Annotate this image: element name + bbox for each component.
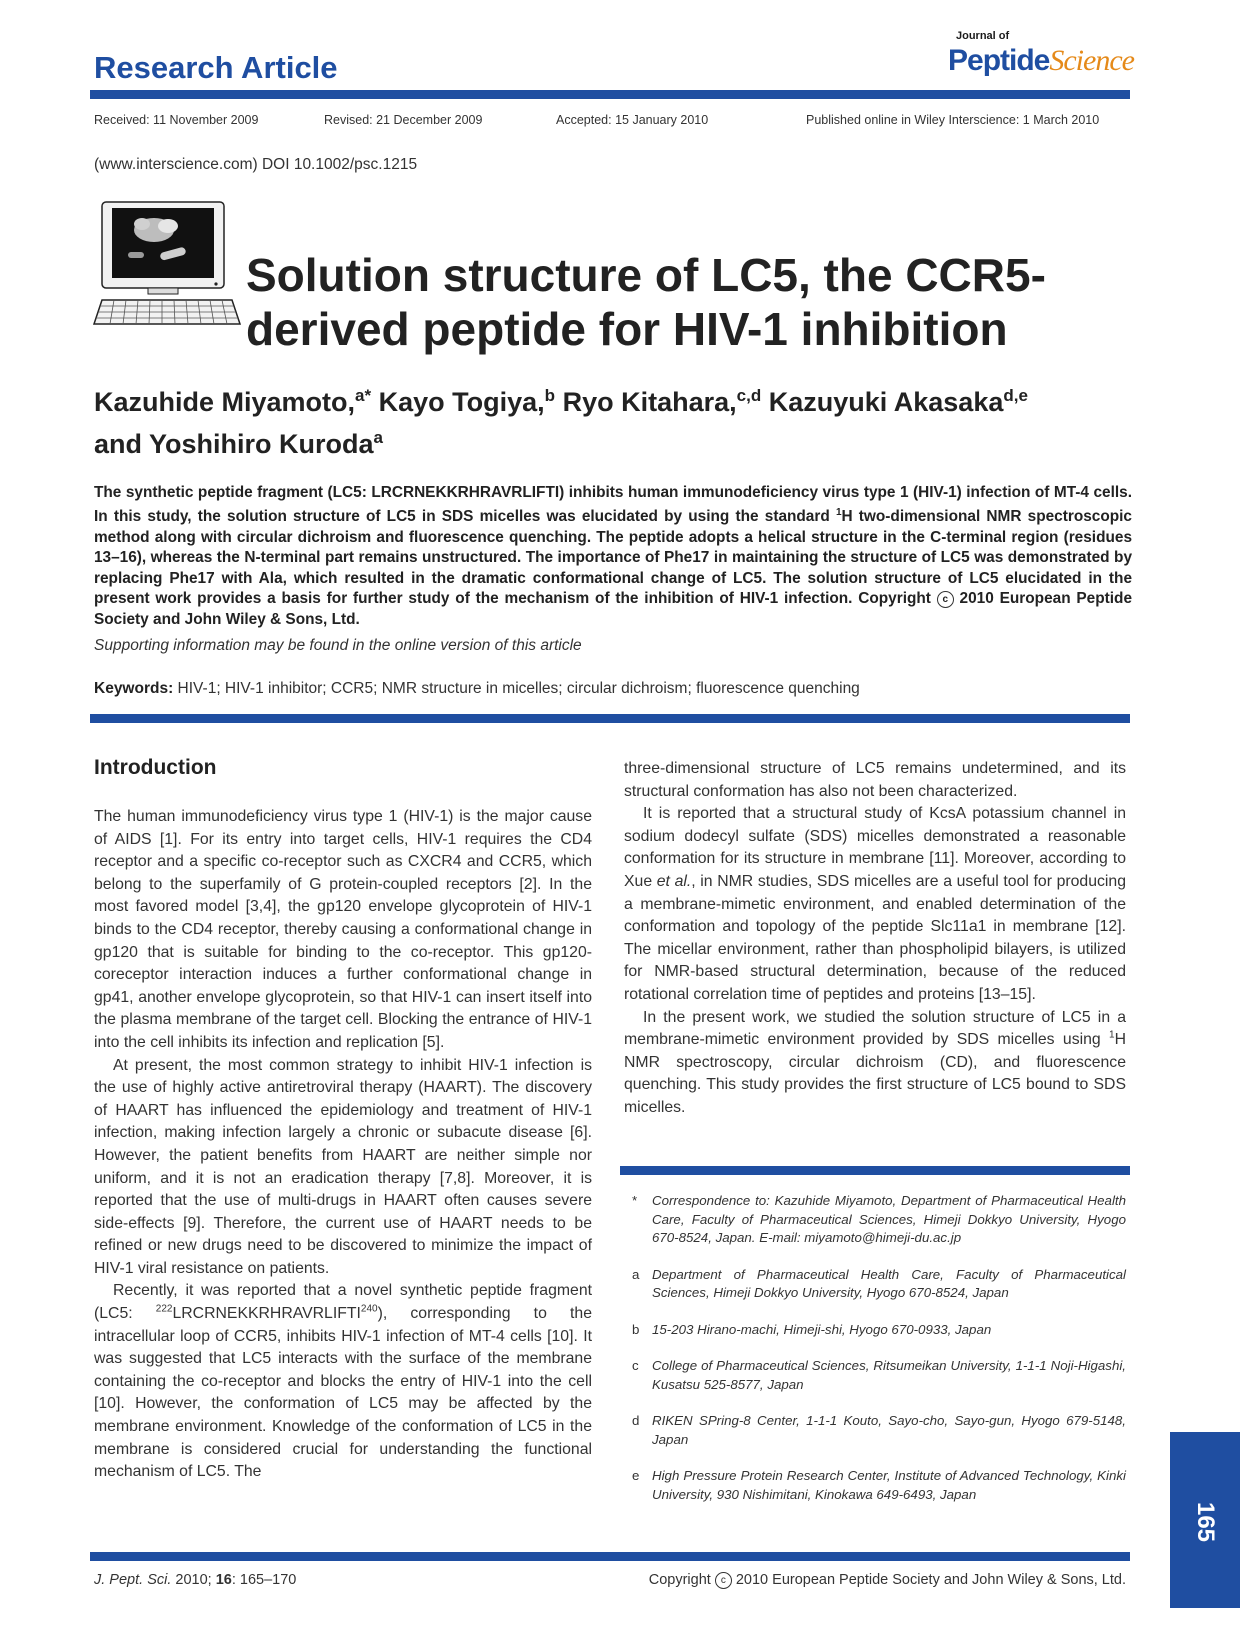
footnote-affiliation: a Department of Pharmaceutical Health Care, Faculty of Pharmaceutical Sciences, Himeji Dokkyo University, Hyogo 670-8524, Japan bbox=[632, 1266, 1126, 1300]
keywords-label: Keywords: bbox=[94, 680, 174, 697]
footnote-affiliation: e High Pressure Protein Research Center, Institute of Advanced Technology, Kinki University, 930 Nishimitani, Kinokawa 649-6493, Japan bbox=[632, 1468, 1126, 1502]
author-affiliation: d,e bbox=[1003, 386, 1028, 405]
keywords-list: HIV-1; HIV-1 inhibitor; CCR5; NMR structure in micelles; circular dichroism; fluorescence quenching bbox=[173, 680, 860, 697]
section-heading: Introduction bbox=[94, 756, 217, 779]
section-label: Research Article bbox=[94, 50, 338, 85]
copyright-symbol-icon: c bbox=[715, 1572, 732, 1589]
footnote-correspondence: * Correspondence to: Kazuhide Miyamoto, Department of Pharmaceutical Health Care, Faculty of Pharmaceutical Sciences, Himeji Dokkyo University, Hyogo 670-8524, Japan. E-mail: miyamoto@himeji-du.ac.jp bbox=[632, 1193, 1126, 1245]
footer-rule bbox=[90, 1552, 1130, 1561]
author-affiliation: a bbox=[373, 428, 383, 447]
journal-logo bbox=[948, 28, 1138, 84]
page-number: 165 bbox=[1192, 1501, 1219, 1543]
published-date: Published online in Wiley Interscience: 1 March 2010 bbox=[806, 113, 1100, 127]
supporting-info-note: Supporting information may be found in the online version of this article bbox=[94, 637, 582, 654]
paragraph: Recently, it was reported that a novel synthetic peptide fragment (LC5: $^{222}$LRCRNEKKRHRAVRLIFTI$^{240}$), corresponding to the intracellular loop of CCR5, inhibits HIV-1 infection of MT-4 cells [10]. It was suggested that LC5 interacts with the surface of the membrane containing the co-receptor and blocks the entry of HIV-1 into the cell [10]. However, the conformation of LC5 may be affected by the membrane environment. Knowledge of the conformation of LC5 in the membrane is considered crucial for understanding the functional mechanism of LC5. The bbox=[94, 1282, 592, 1481]
journal-logo-prefix: Journal of bbox=[956, 30, 1010, 42]
doi-line: (www.interscience.com) DOI 10.1002/psc.1215 bbox=[94, 156, 418, 173]
journal-logo-name-2: Science bbox=[1049, 44, 1134, 77]
author-list bbox=[94, 378, 1144, 462]
header-rule bbox=[90, 90, 1130, 99]
copyright-line: Copyright c 2010 European Peptide Society and John Wiley & Sons, Ltd. bbox=[648, 1572, 1126, 1588]
author-name: Kazuyuki Akasaka bbox=[768, 387, 1004, 417]
footnote-affiliation: d RIKEN SPring-8 Center, 1-1-1 Kouto, Sayo-cho, Sayo-gun, Hyogo 679-5148, Japan bbox=[632, 1413, 1126, 1447]
body-column-left bbox=[94, 806, 592, 1484]
author-name: Ryo Kitahara, bbox=[562, 387, 737, 417]
abstract-rule bbox=[90, 714, 1130, 723]
author-name: Kayo Togiya, bbox=[378, 387, 545, 417]
footnote-affiliation: b 15-203 Hirano-machi, Himeji-shi, Hyogo 670-0933, Japan bbox=[632, 1321, 992, 1337]
article-title: Solution structure of LC5, the CCR5-derived peptide for HIV-1 inhibition bbox=[246, 249, 1046, 355]
footnote-affiliation: c College of Pharmaceutical Sciences, Ritsumeikan University, 1-1-1 Noji-Higashi, Kusatsu 525-8577, Japan bbox=[632, 1358, 1126, 1392]
author-affiliation: a* bbox=[355, 386, 372, 405]
author-affiliation: c,d bbox=[736, 386, 762, 405]
page-number-tab bbox=[1170, 1432, 1240, 1608]
accepted-date: Accepted: 15 January 2010 bbox=[556, 113, 709, 127]
journal-logo-name-1: Peptide bbox=[948, 44, 1050, 77]
citation-line: J. Pept. Sci. 2010; 16: 165–170 bbox=[94, 1572, 297, 1588]
paragraph: The human immunodeficiency virus type 1 (HIV-1) is the major cause of AIDS [1]. For its entry into target cells, HIV-1 requires the CD4 receptor and a specific co-receptor such as CXCR4 and CCR5, which belong to the superfamily of G protein-coupled receptors [2]. In the most favored model [3,4], the gp120 envelope glycoprotein of HIV-1 binds to the CD4 receptor, thereby causing a conformational change in gp120 that is suitable for binding to the co-receptor. This gp120-coreceptor interaction induces a further conformational change in gp41, another envelope glycoprotein, so that HIV-1 can insert itself into the plasma membrane of the target cell. Blocking the entrance of HIV-1 into the cell inhibits its infection and replication [5]. bbox=[94, 808, 592, 1051]
revised-date: Revised: 21 December 2009 bbox=[324, 113, 483, 127]
abstract: The synthetic peptide fragment (LC5: LRCRNEKKRHRAVRLIFTI) inhibits human immunodeficiency virus type 1 (HIV-1) infection of MT-4 cells. In this study, the solution structure of LC5 in SDS micelles was elucidated by using the standard $^1$H two-dimensional NMR spectroscopic method along with circular dichroism and fluorescence quenching. The peptide adopts a helical structure in the C-terminal region (residues 13–16), whereas the N-terminal part remains unstructured. The importance of Phe17 in maintaining the structure of LC5 was demonstrated by replacing Phe17 with Ala, which resulted in the dramatic conformational change of LC5. The solution structure of LC5 elucidated in the present work provides a basis for further study of the mechanism of the inhibition of HIV-1 infection. Copyright c 2010 European Peptide Society and John Wiley & Sons, Ltd. bbox=[94, 484, 1132, 628]
computer-monitor-keyboard-icon bbox=[92, 200, 242, 328]
paragraph: three-dimensional structure of LC5 remains undetermined, and its structural conformation has also not been characterized. bbox=[624, 760, 1126, 800]
paragraph: It is reported that a structural study of KcsA potassium channel in sodium dodecyl sulfate (SDS) micelles demonstrated a reasonable conformation for its structure in membrane [11]. Moreover, according to Xue et al., in NMR studies, SDS micelles are a useful tool for producing a membrane-mimetic environment, and enabled determination of the conformation and topology of the peptide Slc11a1 in membrane [12]. The micellar environment, rather than phospholipid bilayers, is utilized for NMR-based structural determination, because of the reduced rotational correlation time of peptides and proteins [13–15]. bbox=[624, 805, 1126, 1003]
paragraph: In the present work, we studied the solution structure of LC5 in a membrane-mimetic environment provided by SDS micelles using $^1$H NMR spectroscopy, circular dichroism (CD), and fluorescence quenching. This study provides the first structure of LC5 bound to SDS micelles. bbox=[624, 1008, 1126, 1116]
received-date: Received: 11 November 2009 bbox=[94, 113, 259, 127]
body-column-right bbox=[624, 758, 1126, 1120]
paragraph: At present, the most common strategy to inhibit HIV-1 infection is the use of highly active antiretroviral therapy (HAART). The discovery of HAART has influenced the epidemiology and treatment of HIV-1 infection, making infection largely a chronic or subacute disease [6]. However, the patient benefits from HAART are neither simple nor uniform, and it is not an eradication therapy [7,8]. Moreover, it is reported that the use of multi-drugs in HAART often causes severe side-effects [9]. Therefore, the current use of HAART needs to be refined or new drugs need to be discovered to minimize the impact of HIV-1 viral resistance on patients. bbox=[94, 1056, 592, 1277]
keywords bbox=[94, 680, 860, 698]
affiliation-footnotes bbox=[624, 1192, 1126, 1504]
footnote-rule bbox=[620, 1166, 1130, 1175]
copyright-symbol-icon: c bbox=[937, 591, 954, 608]
author-name: Kazuhide Miyamoto, bbox=[94, 387, 356, 417]
author-name: and Yoshihiro Kuroda bbox=[94, 429, 374, 459]
author-affiliation: b bbox=[544, 386, 556, 405]
